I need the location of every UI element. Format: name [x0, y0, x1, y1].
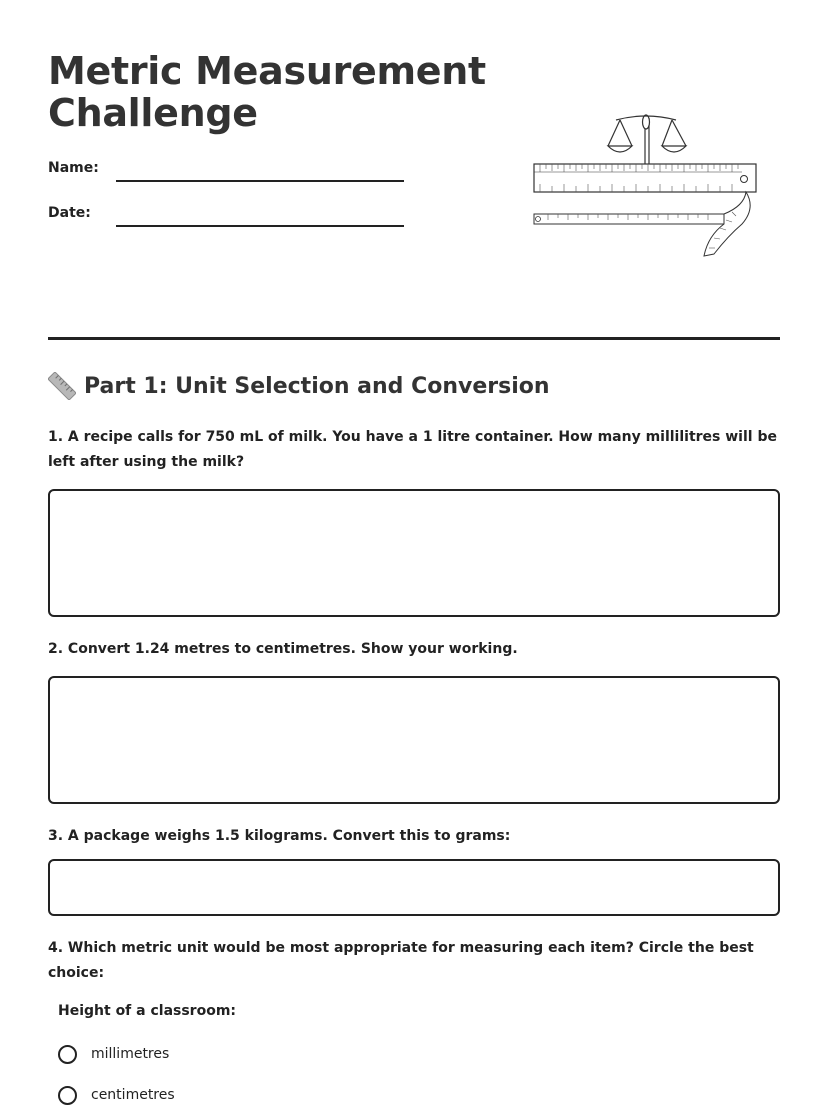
- answer-box-1[interactable]: [48, 489, 780, 617]
- option-label: millimetres: [91, 1046, 170, 1062]
- question-3: 3. A package weighs 1.5 kilograms. Convert this to grams:: [48, 828, 511, 844]
- answer-box-2[interactable]: [48, 676, 780, 804]
- question-2: 2. Convert 1.24 metres to centimetres. Show your working.: [48, 641, 518, 657]
- option-millimetres[interactable]: [58, 1042, 169, 1066]
- radio-circle-icon[interactable]: [58, 1045, 77, 1064]
- date-field[interactable]: [116, 225, 404, 227]
- ruler-icon: [48, 372, 76, 400]
- page-title: Metric Measurement Challenge: [48, 49, 486, 135]
- name-label: Name:: [48, 160, 99, 176]
- date-label: Date:: [48, 205, 91, 221]
- item-label-classroom-height: Height of a classroom:: [58, 1003, 237, 1019]
- answer-box-3[interactable]: [48, 859, 780, 916]
- scale-ruler-tape-illustration: [528, 108, 762, 260]
- section-heading: [48, 372, 550, 400]
- name-field[interactable]: [116, 180, 404, 182]
- question-1: 1. A recipe calls for 750 mL of milk. You have a 1 litre container. How many millilitres will be left after using the milk?: [48, 429, 777, 470]
- option-label: centimetres: [91, 1087, 175, 1103]
- section-heading-text: Part 1: Unit Selection and Conversion: [84, 373, 550, 399]
- radio-circle-icon[interactable]: [58, 1086, 77, 1105]
- question-4: 4. Which metric unit would be most appropriate for measuring each item? Circle the best choice:: [48, 940, 754, 981]
- option-centimetres[interactable]: [58, 1083, 175, 1107]
- section-divider: [48, 337, 780, 340]
